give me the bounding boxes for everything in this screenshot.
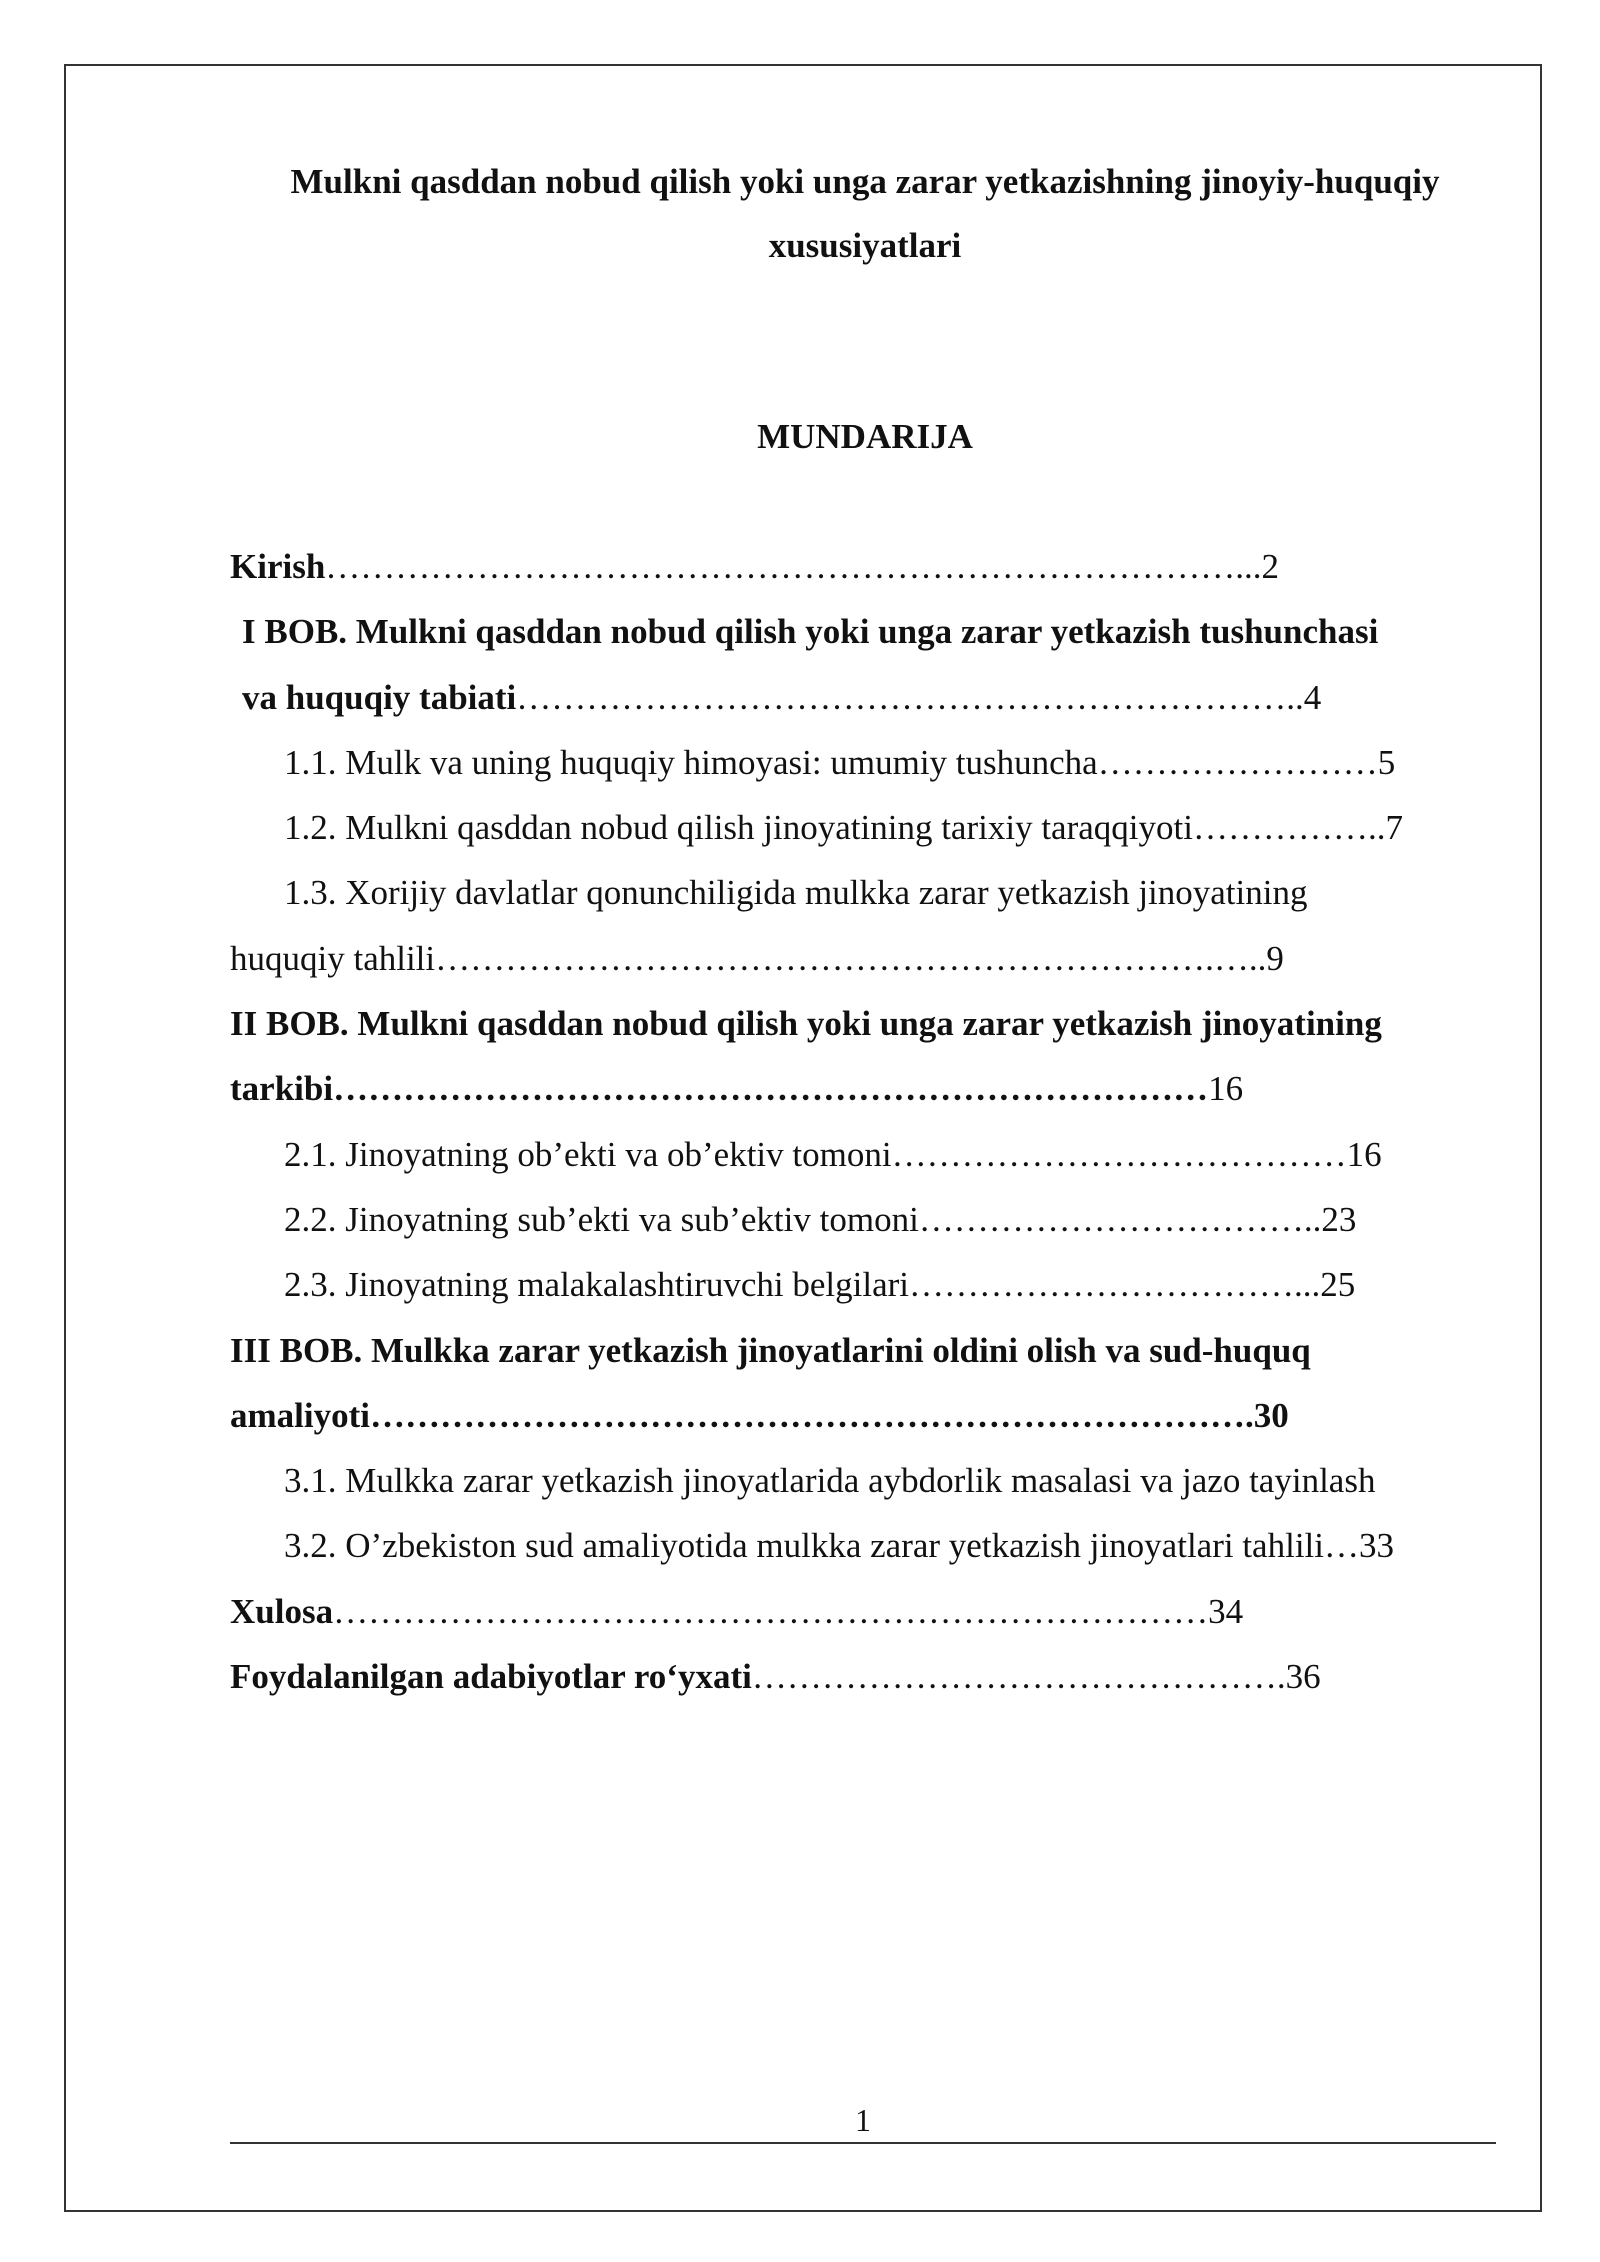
toc-page-number: 4 xyxy=(1303,677,1322,717)
document-title xyxy=(230,150,1500,278)
toc-leader: ………………………………………………………….. xyxy=(516,677,1304,717)
footer-divider xyxy=(230,2142,1496,2144)
toc-entry-1-3-line1[interactable] xyxy=(230,860,1530,925)
toc-entry-adabiyotlar[interactable] xyxy=(230,1644,1530,1709)
toc-leader: …………………… xyxy=(1097,742,1378,782)
toc-page-number: 2 xyxy=(1261,547,1280,586)
toc-leader: ……………………………………………………………………... xyxy=(325,547,1262,586)
toc-entry-3-2[interactable] xyxy=(230,1513,1530,1578)
toc-entry-1-2[interactable] xyxy=(230,795,1530,860)
toc-entry-label: Foydalanilgan adabiyotlar ro‘yxati xyxy=(230,1657,752,1697)
page-number: 1 xyxy=(855,2102,871,2138)
toc-leader: ………………………………… xyxy=(891,1134,1347,1174)
toc-page-number: 33 xyxy=(1359,1526,1394,1566)
toc-entry-label: Xulosa xyxy=(230,1591,334,1631)
toc-entry-label: 1.2. Mulkni qasddan nobud qilish jinoyatining tarixiy taraqqiyoti xyxy=(284,808,1193,848)
toc-page-number: 7 xyxy=(1385,808,1403,848)
toc-entry-2-1[interactable] xyxy=(230,1122,1530,1187)
toc-entry-label: III BOB. Mulkka zarar yetkazish jinoyatlarini oldini olish va sud-huquq xyxy=(230,1330,1311,1370)
toc-entry-2-3[interactable] xyxy=(230,1252,1530,1317)
toc-entry-bob2-line2[interactable] xyxy=(230,1056,1530,1121)
toc-entry-1-1[interactable] xyxy=(230,730,1530,795)
toc-page-number: 36 xyxy=(1285,1657,1321,1697)
toc-entry-label: 2.2. Jinoyatning sub’ekti va sub’ektiv tomoni xyxy=(284,1199,919,1239)
toc-entry-bob3-line1[interactable] xyxy=(230,1318,1530,1383)
toc-page-number: 23 xyxy=(1321,1199,1357,1239)
toc-leader: ………………………………………………………………… xyxy=(333,1069,1209,1109)
toc-entry-label: 2.1. Jinoyatning ob’ekti va ob’ektiv tomoni xyxy=(284,1134,892,1174)
toc-entry-xulosa[interactable] xyxy=(230,1579,1530,1644)
toc-leader: ………………………………………………………….….. xyxy=(435,938,1267,978)
toc-entry-2-2[interactable] xyxy=(230,1187,1530,1252)
toc-entry-label: amaliyoti xyxy=(230,1395,370,1435)
toc-leader: …………………………….. xyxy=(918,1199,1322,1239)
toc-entry-label: 1.3. Xorijiy davlatlar qonunchiligida mulkka zarar yetkazish jinoyatining xyxy=(284,873,1308,913)
toc-entry-1-3-line2[interactable] xyxy=(230,926,1530,991)
toc-page-number: 25 xyxy=(1320,1265,1356,1305)
toc-leader: …………………………………………………………………. xyxy=(369,1395,1254,1435)
toc-entry-label: 3.2. O’zbekiston sud amaliyotida mulkka zarar yetkazish jinoyatlari tahlili xyxy=(284,1526,1324,1566)
toc-page-number: 30 xyxy=(1253,1395,1289,1435)
toc-entry-label: Kirish xyxy=(230,547,326,586)
toc-leader: … xyxy=(1324,1526,1359,1566)
toc-entry-bob1-line1[interactable] xyxy=(230,599,1530,664)
toc-entry-label: 2.3. Jinoyatning malakalashtiruvchi belgilari xyxy=(284,1265,909,1305)
toc-entry-kirish[interactable] xyxy=(230,534,1530,599)
toc-leader: ………………………………………. xyxy=(751,1657,1286,1697)
toc-page-number: 5 xyxy=(1377,742,1396,782)
toc-entry-bob2-line1[interactable] xyxy=(230,991,1530,1056)
toc-entry-bob1-line2[interactable] xyxy=(230,665,1530,730)
toc-entry-label: I BOB. Mulkni qasddan nobud qilish yoki unga zarar yetkazish tushunchasi xyxy=(242,612,1379,652)
toc-leader: …………….. xyxy=(1192,808,1386,848)
document-title-line-1: Mulkni qasddan nobud qilish yoki unga zarar yetkazishning jinoyiy-huquqiy xyxy=(290,162,1440,201)
table-of-contents xyxy=(230,534,1530,1709)
document-title-line-2: xususiyatlari xyxy=(768,226,962,265)
toc-leader: ………………………………………………………………… xyxy=(333,1591,1209,1631)
toc-heading: MUNDARIJA xyxy=(757,417,973,456)
toc-entry-label: 1.1. Mulk va uning huquqiy himoyasi: umumiy tushuncha xyxy=(284,742,1098,782)
toc-page-number: 16 xyxy=(1346,1134,1382,1174)
toc-entry-label: tarkibi xyxy=(230,1069,334,1109)
toc-page-number: 34 xyxy=(1208,1591,1244,1631)
toc-entry-bob3-line2[interactable] xyxy=(230,1383,1530,1448)
toc-page-number: 16 xyxy=(1208,1069,1244,1109)
toc-entry-label: 3.1. Mulkka zarar yetkazish jinoyatlarida aybdorlik masalasi va jazo tayinlash xyxy=(284,1461,1376,1501)
toc-page-number: 9 xyxy=(1266,938,1284,978)
toc-entry-3-1[interactable] xyxy=(230,1448,1530,1513)
toc-entry-label: II BOB. Mulkni qasddan nobud qilish yoki unga zarar yetkazish jinoyatining xyxy=(230,1004,1382,1044)
toc-entry-label: huquqiy tahlili xyxy=(230,938,436,978)
toc-leader: ……………………………... xyxy=(909,1265,1321,1305)
toc-entry-label: va huquqiy tabiati xyxy=(242,677,517,717)
